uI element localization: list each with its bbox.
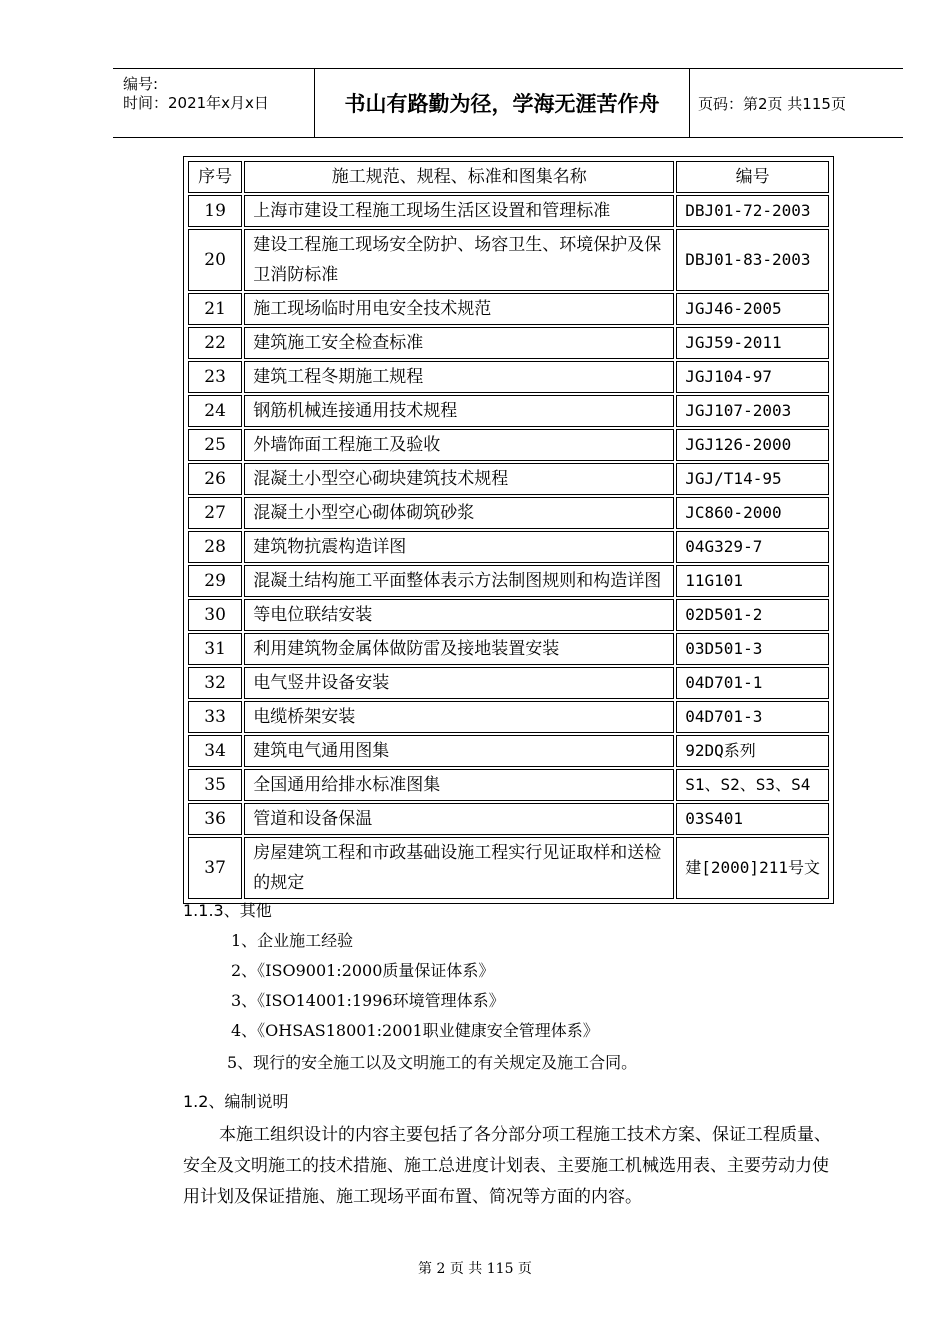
standard-code-cell: JGJ104-97 [676, 361, 829, 393]
table-row [188, 361, 829, 393]
row-number-cell: 35 [188, 769, 242, 801]
table-row [188, 803, 829, 835]
standard-code-cell: JGJ46-2005 [676, 293, 829, 325]
standard-code-cell: 04D701-1 [676, 667, 829, 699]
header-code-label: 编号: [123, 75, 159, 93]
standard-code-cell: JGJ126-2000 [676, 429, 829, 461]
standard-code-cell: 02D501-2 [676, 599, 829, 631]
standard-code-cell: JC860-2000 [676, 497, 829, 529]
table-row [188, 837, 829, 899]
row-number-cell: 29 [188, 565, 242, 597]
row-number-cell: 36 [188, 803, 242, 835]
row-number-cell: 23 [188, 361, 242, 393]
row-number-cell: 26 [188, 463, 242, 495]
table-row [188, 735, 829, 767]
section-12-title: 1.2、编制说明 [183, 1092, 289, 1111]
standards-table-frame [183, 156, 834, 904]
standard-name-cell: 管道和设备保温 [244, 803, 674, 835]
table-row [188, 497, 829, 529]
table-row [188, 395, 829, 427]
header-time-label: 时间：2021年x月x日 [123, 94, 269, 112]
list-item: 5、现行的安全施工以及文明施工的有关规定及施工合同。 [227, 1053, 638, 1072]
standard-code-cell: 92DQ系列 [676, 735, 829, 767]
header-motto: 书山有路勤为径，学海无涯苦作舟 [315, 69, 690, 137]
column-header-no: 序号 [188, 161, 242, 193]
row-number-cell: 28 [188, 531, 242, 563]
row-number-cell: 19 [188, 195, 242, 227]
standard-name-cell: 等电位联结安装 [244, 599, 674, 631]
standard-code-cell: 03S401 [676, 803, 829, 835]
list-item: 3、《ISO14001:1996环境管理体系》 [231, 991, 505, 1010]
section-12-paragraph: 本施工组织设计的内容主要包括了各分部分项工程施工技术方案、保证工程质量、安全及文明施工的技术措施、施工总进度计划表、主要施工机械选用表、主要劳动力使用计划及保证措施、施工现场平面布置、简况等方面的内容。 [183, 1125, 831, 1207]
table-row [188, 531, 829, 563]
row-number-cell: 25 [188, 429, 242, 461]
standard-name-cell: 施工现场临时用电安全技术规范 [244, 293, 674, 325]
list-item: 2、《ISO9001:2000质量保证体系》 [231, 961, 495, 980]
list-item: 1、企业施工经验 [231, 931, 354, 950]
standard-code-cell: 建[2000]211号文 [676, 837, 829, 899]
standard-code-cell: 04G329-7 [676, 531, 829, 563]
standard-name-cell: 建筑电气通用图集 [244, 735, 674, 767]
section-113-title: 1.1.3、其他 [183, 901, 272, 920]
standard-code-cell: JGJ/T14-95 [676, 463, 829, 495]
row-number-cell: 21 [188, 293, 242, 325]
standard-name-cell: 上海市建设工程施工现场生活区设置和管理标准 [244, 195, 674, 227]
standard-name-cell: 建设工程施工现场安全防护、场容卫生、环境保护及保卫消防标准 [244, 229, 674, 291]
row-number-cell: 24 [188, 395, 242, 427]
standard-name-cell: 外墙饰面工程施工及验收 [244, 429, 674, 461]
standard-code-cell: JGJ59-2011 [676, 327, 829, 359]
row-number-cell: 33 [188, 701, 242, 733]
standard-name-cell: 混凝土小型空心砌块建筑技术规程 [244, 463, 674, 495]
standard-code-cell: DBJ01-72-2003 [676, 195, 829, 227]
row-number-cell: 37 [188, 837, 242, 899]
table-row [188, 327, 829, 359]
table-header-row [188, 161, 829, 193]
table-row [188, 229, 829, 291]
standard-name-cell: 混凝土小型空心砌体砌筑砂浆 [244, 497, 674, 529]
standard-code-cell: DBJ01-83-2003 [676, 229, 829, 291]
standard-name-cell: 电气竖井设备安装 [244, 667, 674, 699]
page-footer: 第 2 页 共 115 页 [418, 1261, 532, 1277]
table-row [188, 195, 829, 227]
standard-code-cell: S1、S2、S3、S4 [676, 769, 829, 801]
row-number-cell: 34 [188, 735, 242, 767]
table-row [188, 293, 829, 325]
page-header [113, 68, 903, 138]
standard-name-cell: 房屋建筑工程和市政基础设施工程实行见证取样和送检的规定 [244, 837, 674, 899]
row-number-cell: 27 [188, 497, 242, 529]
header-page-info: 页码：第2页 共115页 [698, 94, 846, 113]
standards-table [186, 159, 831, 901]
standard-name-cell: 建筑物抗震构造详图 [244, 531, 674, 563]
column-header-code: 编号 [676, 161, 829, 193]
table-row [188, 633, 829, 665]
standard-code-cell: 03D501-3 [676, 633, 829, 665]
table-row [188, 667, 829, 699]
column-header-name: 施工规范、规程、标准和图集名称 [244, 161, 674, 193]
standard-name-cell: 建筑工程冬期施工规程 [244, 361, 674, 393]
table-row [188, 599, 829, 631]
header-meta [113, 69, 315, 137]
standard-code-cell: 11G101 [676, 565, 829, 597]
table-row [188, 429, 829, 461]
standard-code-cell: JGJ107-2003 [676, 395, 829, 427]
row-number-cell: 20 [188, 229, 242, 291]
table-row [188, 701, 829, 733]
row-number-cell: 31 [188, 633, 242, 665]
standard-name-cell: 全国通用给排水标准图集 [244, 769, 674, 801]
standard-code-cell: 04D701-3 [676, 701, 829, 733]
table-row [188, 565, 829, 597]
table-row [188, 463, 829, 495]
row-number-cell: 22 [188, 327, 242, 359]
standard-name-cell: 钢筋机械连接通用技术规程 [244, 395, 674, 427]
standard-name-cell: 建筑施工安全检查标准 [244, 327, 674, 359]
list-item: 4、《OHSAS18001:2001职业健康安全管理体系》 [231, 1021, 599, 1040]
table-body [188, 195, 829, 899]
standard-name-cell: 电缆桥架安装 [244, 701, 674, 733]
standard-name-cell: 利用建筑物金属体做防雷及接地装置安装 [244, 633, 674, 665]
row-number-cell: 30 [188, 599, 242, 631]
standard-name-cell: 混凝土结构施工平面整体表示方法制图规则和构造详图 [244, 565, 674, 597]
row-number-cell: 32 [188, 667, 242, 699]
table-row [188, 769, 829, 801]
